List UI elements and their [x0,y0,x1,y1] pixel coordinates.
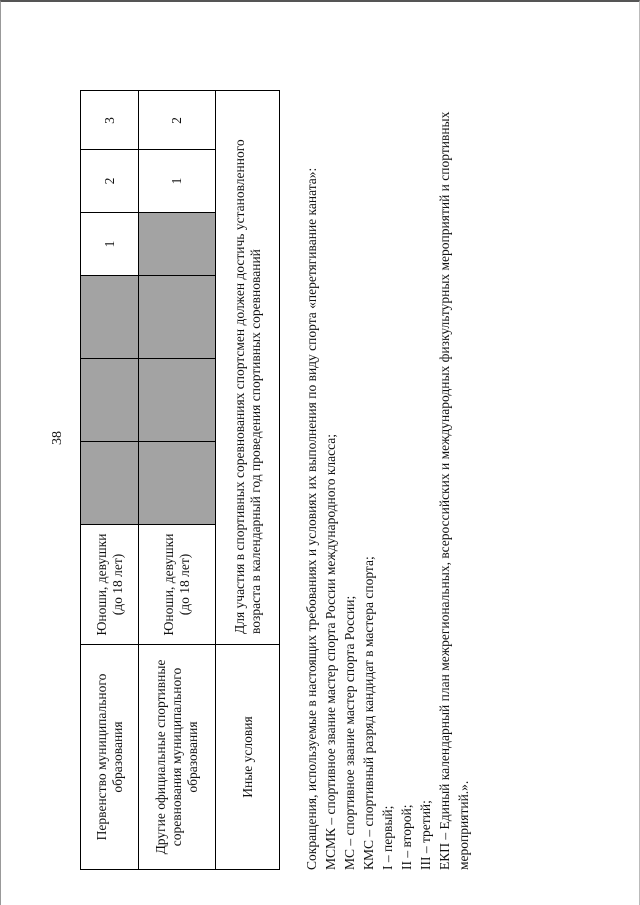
note-line: I – первый; [380,805,395,870]
abbreviations-notes [302,80,473,870]
table-row [139,91,216,869]
shaded-cell [139,358,215,441]
shaded-cell [139,275,215,358]
age-group-cell: Юноши, девушки (до 18 лет) [81,524,138,644]
rotated-page [20,70,620,870]
age-group-cell: Юноши, девушки (до 18 лет) [139,524,215,644]
requirements-table [80,90,280,870]
value-cell: 1 [81,212,138,275]
shaded-cell [139,212,215,275]
table-row [81,91,139,869]
table-row [216,91,279,869]
competition-cell: Первенство муниципального образования [81,644,138,869]
value-cell: 1 [139,149,215,212]
page-number: 38 [50,431,65,445]
note-line: III – третий; [418,800,433,870]
value-cell: 3 [101,117,117,124]
note-line: МС – спортивное звание мастер спорта России; [342,595,357,870]
note-line: КМС – спортивный разряд кандидат в мастера спорта; [361,556,376,870]
note-line: ЕКП – Единый календарный план межрегиональных, всероссийских и международных физкультурных мероприятий и спортивных мероприятий.». [437,111,471,870]
shaded-cell [81,358,138,441]
value-cell: 2 [81,149,138,212]
other-conditions-label: Иные условия [216,644,279,869]
note-line: МСМК – спортивное звание мастер спорта России международного класса; [323,433,338,870]
shaded-cell [139,441,215,524]
value-cell: 2 [169,117,184,124]
shaded-cell [81,441,138,524]
note-line: Сокращения, используемые в настоящих требованиях и условиях их выполнения по виду спорта «перетягивание каната»: [304,167,319,870]
note-line: II – второй; [399,804,414,870]
competition-cell: Другие официальные спортивные соревнования муниципального образования [139,644,215,869]
other-conditions-text: Для участия в спортивных соревнованиях спортсмен должен достичь установленного возраста в календарный год проведения спортивных соревнований [231,139,263,634]
shaded-cell [81,275,138,358]
